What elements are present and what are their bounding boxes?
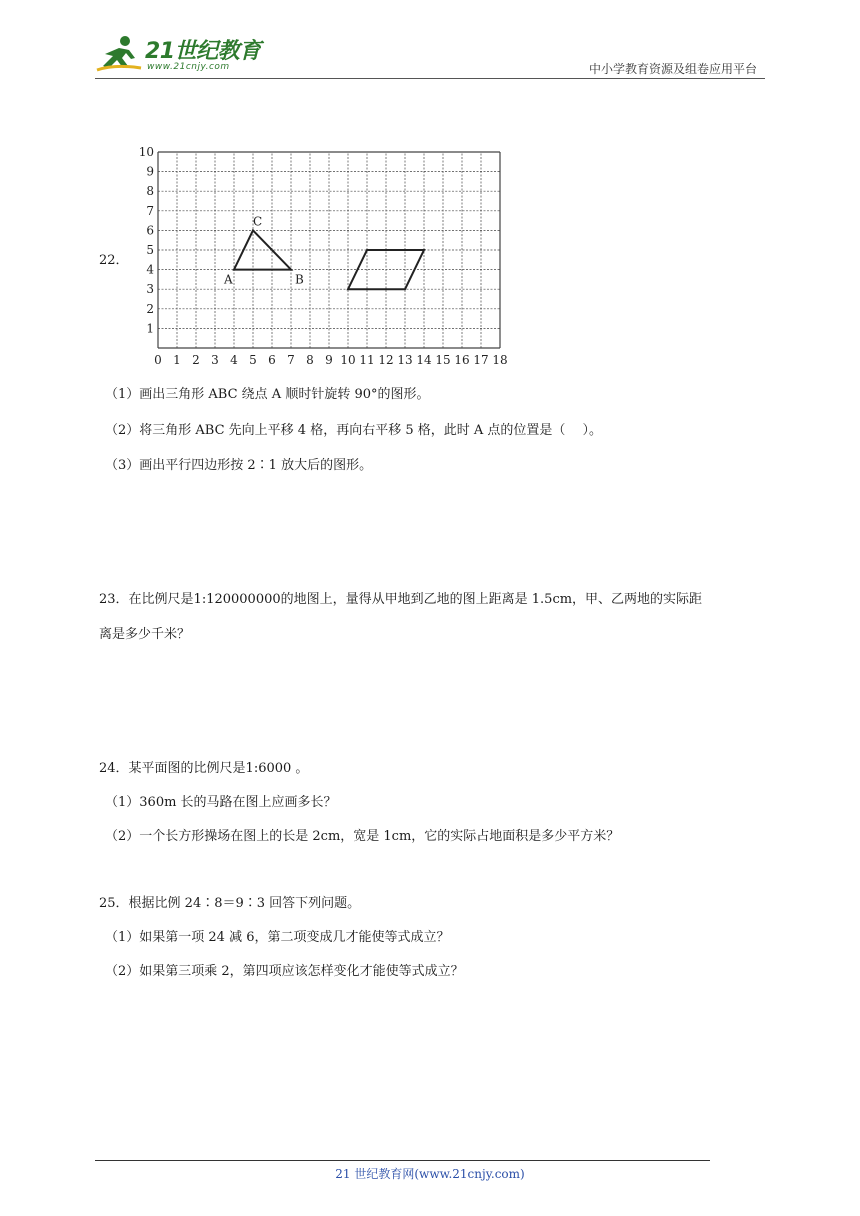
- x-tick-label: 14: [416, 353, 432, 367]
- q25-line1: 25．根据比例 24∶8＝9∶3 回答下列问题。: [99, 896, 361, 911]
- footer-site: 21 世纪教育网(www.21cnjy.com): [335, 1167, 525, 1181]
- q24-sub1: （1）360m 长的马路在图上应画多长？: [105, 795, 337, 810]
- y-tick-label: 5: [146, 243, 154, 257]
- x-tick-label: 0: [154, 353, 162, 367]
- header-platform-name: 中小学教育资源及组卷应用平台: [588, 62, 757, 76]
- y-tick-label: 1: [146, 321, 154, 336]
- point-label-c: C: [253, 214, 263, 229]
- x-tick-label: 17: [473, 353, 489, 367]
- x-tick-label: 8: [306, 353, 314, 367]
- x-tick-label: 18: [492, 353, 508, 367]
- x-tick-label: 11: [359, 353, 375, 367]
- q25-sub1: （1）如果第一项 24 减 6，第二项变成几才能使等式成立？: [105, 930, 450, 945]
- x-tick-label: 10: [340, 353, 356, 367]
- point-label-a: A: [224, 272, 233, 287]
- x-tick-label: 12: [378, 353, 394, 367]
- y-tick-label: 10: [138, 145, 154, 159]
- q22-sub2: （2）将三角形 ABC 先向上平移 4 格，再向右平移 5 格，此时 A 点的位置是（ ）。: [105, 423, 603, 438]
- y-tick-label: 2: [146, 301, 154, 316]
- q24-line1: 24．某平面图的比例尺是1:6000 。: [99, 761, 309, 776]
- point-label-b: B: [295, 272, 304, 287]
- coordinate-grid: [135, 138, 515, 370]
- q22-sub3: （3）画出平行四边形按 2∶1 放大后的图形。: [105, 458, 373, 473]
- y-tick-label: 4: [146, 262, 154, 277]
- x-tick-label: 7: [287, 353, 295, 367]
- runner-logo-icon: [95, 34, 143, 74]
- x-tick-label: 13: [397, 353, 413, 367]
- y-tick-label: 9: [146, 164, 154, 179]
- logo: [95, 34, 275, 74]
- x-tick-label: 5: [249, 353, 257, 367]
- x-tick-label: 2: [192, 353, 200, 367]
- x-tick-label: 9: [325, 353, 333, 367]
- q23-line1: 23．在比例尺是1:120000000的地图上，量得从甲地到乙地的图上距离是 1.5cm，甲、乙两地的实际距: [99, 592, 703, 607]
- footer-divider: [95, 1160, 710, 1161]
- x-tick-label: 16: [454, 353, 470, 367]
- header-divider: [95, 78, 765, 79]
- x-tick-label: 1: [173, 353, 181, 367]
- page-header: [95, 30, 765, 78]
- logo-url: www.21cnjy.com: [147, 62, 230, 72]
- y-tick-label: 8: [146, 184, 154, 199]
- q22-sub1: （1）画出三角形 ABC 绕点 A 顺时针旋转 90°的图形。: [105, 387, 430, 402]
- y-tick-label: 3: [146, 282, 154, 297]
- y-tick-label: 7: [146, 203, 154, 218]
- x-tick-label: 3: [211, 353, 219, 367]
- logo-text: 21世纪教育: [145, 39, 261, 64]
- x-tick-label: 6: [268, 353, 276, 367]
- y-tick-label: 6: [146, 223, 154, 238]
- grid-svg: [135, 138, 515, 370]
- x-tick-label: 4: [230, 353, 238, 367]
- x-tick-label: 15: [435, 353, 451, 367]
- q23-line2: 离是多少千米？: [99, 627, 191, 642]
- q25-sub2: （2）如果第三项乘 2，第四项应该怎样变化才能使等式成立？: [105, 964, 464, 979]
- question-22-number: 22．: [99, 253, 129, 268]
- q24-sub2: （2）一个长方形操场在图上的长是 2cm，宽是 1cm，它的实际占地面积是多少平方米？: [105, 829, 620, 844]
